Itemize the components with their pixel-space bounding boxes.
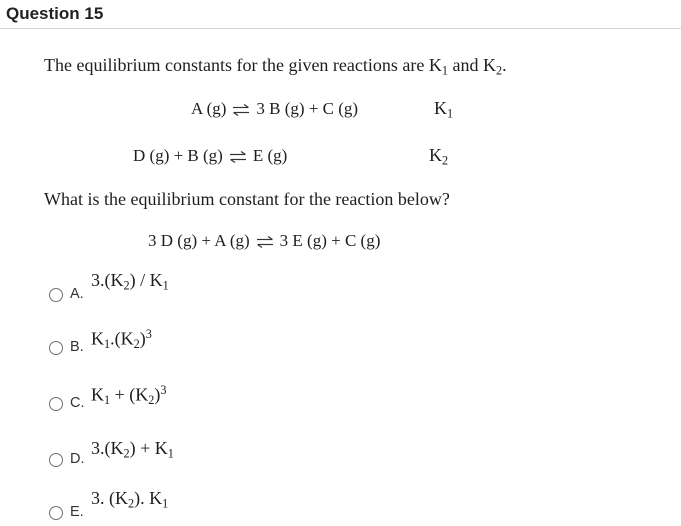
reaction-1-k-sub: 1: [447, 106, 454, 121]
stem-end: .: [502, 55, 507, 75]
reaction-1-k: K: [434, 98, 447, 118]
option-b-letter: B.: [70, 339, 84, 355]
stem-sub-1: 1: [441, 63, 448, 78]
option-d-answer: [91, 438, 174, 461]
question-header: [0, 0, 681, 29]
option-c-radio[interactable]: [49, 397, 63, 411]
option-a-text-2: ) / K: [129, 270, 163, 290]
reaction-2-left: D (g) + B (g): [133, 146, 223, 165]
stem-text: The equilibrium constants for the given reactions are K: [44, 55, 442, 75]
question-prompt: What is the equilibrium constant for the reaction below?: [44, 189, 450, 209]
option-e-text-1: 3. (K: [91, 488, 128, 508]
stem-sub-2: 2: [496, 63, 503, 78]
option-e-text-2: ). K: [134, 488, 163, 508]
option-b-sup: 3: [145, 327, 152, 341]
option-b-sub-1: 1: [104, 337, 111, 352]
reaction-1-constant: [434, 98, 453, 121]
option-c-answer: [91, 383, 167, 408]
reaction-1-left: A (g): [191, 99, 227, 118]
reaction-2-constant: [429, 145, 448, 168]
option-c-text-3: ): [154, 384, 161, 405]
reaction-2: [133, 146, 287, 166]
option-e-letter: E.: [70, 504, 84, 520]
option-a-radio[interactable]: [49, 288, 63, 302]
option-a-letter: A.: [70, 286, 84, 302]
reaction-2-k: K: [429, 145, 442, 165]
option-a-sub-1: 2: [123, 278, 130, 293]
option-d-text-2: ) + K: [129, 438, 168, 458]
option-d-letter: D.: [70, 451, 85, 467]
option-d-text-1: 3.(K: [91, 438, 124, 458]
option-b-text-1: K: [91, 328, 104, 349]
option-b-sub-2: 2: [133, 337, 140, 352]
question-stem: [44, 55, 507, 78]
option-d-sub-2: 1: [167, 446, 174, 461]
equilibrium-arrow-icon: [256, 236, 274, 248]
option-c-sup: 3: [160, 383, 167, 397]
reaction-1-right: 3 B (g) + C (g): [256, 99, 359, 118]
question-title: Question 15: [6, 4, 104, 23]
option-e-sub-2: 1: [162, 496, 169, 511]
reaction-2-k-sub: 2: [442, 153, 449, 168]
option-c-sub-2: 2: [148, 393, 155, 408]
equilibrium-arrow-icon: [229, 151, 247, 163]
option-d-radio[interactable]: [49, 453, 63, 467]
reaction-1: [191, 99, 358, 119]
option-b-text-3: ): [139, 328, 146, 349]
stem-and: and K: [448, 55, 496, 75]
option-b-answer: [91, 327, 152, 352]
option-a-answer: [91, 270, 169, 293]
option-e-answer: [91, 488, 168, 511]
target-reaction: [148, 231, 380, 251]
equilibrium-arrow-icon: [232, 104, 250, 116]
option-b-radio[interactable]: [49, 341, 63, 355]
option-c-letter: C.: [70, 395, 85, 411]
reaction-2-right: E (g): [252, 146, 288, 165]
option-c-text-2: + (K: [110, 384, 149, 405]
target-reaction-right: 3 E (g) + C (g): [279, 231, 381, 250]
option-d-sub-1: 2: [123, 446, 130, 461]
option-e-radio[interactable]: [49, 506, 63, 520]
option-c-text-1: K: [91, 384, 104, 405]
option-a-text-1: 3.(K: [91, 270, 124, 290]
option-b-text-2: .(K: [110, 328, 134, 349]
target-reaction-left: 3 D (g) + A (g): [148, 231, 250, 250]
option-a-sub-2: 1: [162, 278, 169, 293]
option-e-sub-1: 2: [128, 496, 135, 511]
option-c-sub-1: 1: [104, 393, 111, 408]
